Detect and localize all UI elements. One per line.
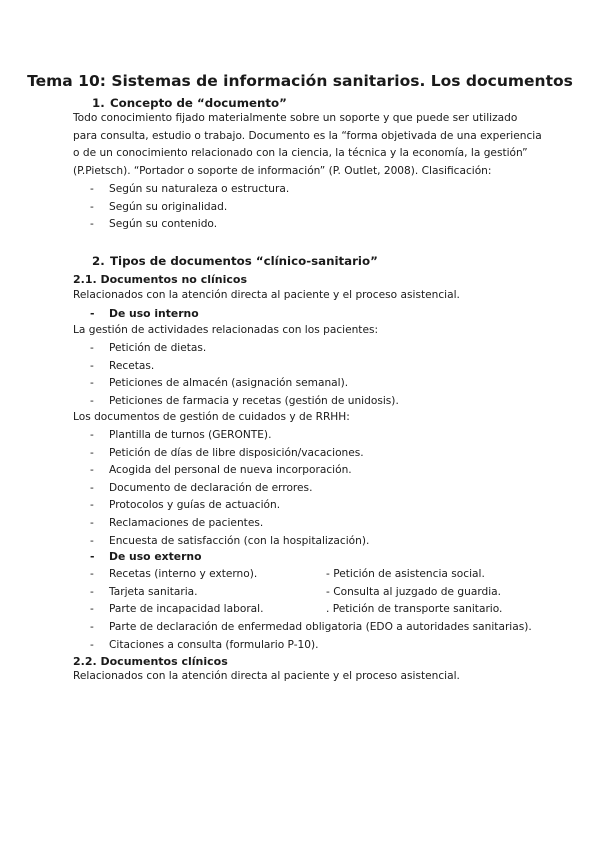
paragraph-line: (P.Pietsch). “Portador o soporte de información” (P. Outlet, 2008). Clasificación:: [73, 164, 492, 177]
section-2-number: 2.: [92, 254, 105, 268]
list-item: - Reclamaciones de pacientes.: [90, 515, 369, 533]
list-item: - Acogida del personal de nueva incorporación.: [90, 462, 369, 480]
classification-list: [90, 181, 289, 234]
list-item: - Petición de dietas.: [90, 340, 399, 358]
page-title: Tema 10: Sistemas de información sanitarios. Los documentos: [27, 72, 573, 90]
paragraph-line: para consulta, estudio o trabajo. Documento es la “forma objetivada de una experiencia: [73, 129, 542, 142]
uso-interno-heading: [90, 307, 199, 320]
list-item: - Recetas.: [90, 358, 399, 376]
section-2-title: Tipos de documentos “clínico-sanitario”: [110, 254, 378, 268]
subsection-2-2-intro: Relacionados con la atención directa al paciente y el proceso asistencial.: [73, 670, 460, 682]
list-item: - Según su originalidad.: [90, 199, 289, 217]
externo-list: [90, 619, 532, 654]
right-item: . Petición de transporte sanitario.: [326, 603, 503, 616]
left-item: Tarjeta sanitaria.: [109, 585, 198, 598]
subsection-2-1-heading: 2.1. Documentos no clínicos: [73, 273, 247, 286]
section-1-title: Concepto de “documento”: [110, 96, 287, 110]
section-1-heading: [92, 96, 287, 110]
two-column-row: - Parte de incapacidad laboral. . Petición de transporte sanitario.: [90, 601, 530, 619]
list-item: - Plantilla de turnos (GERONTE).: [90, 427, 369, 445]
list-item: - Parte de declaración de enfermedad obligatoria (EDO a autoridades sanitarias).: [90, 619, 532, 637]
subsection-2-2-heading: 2.2. Documentos clínicos: [73, 655, 228, 668]
paragraph-line: Todo conocimiento fijado materialmente sobre un soporte y que puede ser utilizado: [73, 112, 518, 124]
cuidados-list: [90, 427, 369, 550]
list-item: - Petición de días de libre disposición/vacaciones.: [90, 445, 369, 463]
subsection-2-1-intro: Relacionados con la atención directa al paciente y el proceso asistencial.: [73, 289, 460, 301]
list-item: - Citaciones a consulta (formulario P-10).: [90, 637, 532, 655]
right-item: - Consulta al juzgado de guardia.: [326, 585, 502, 598]
list-item: - Peticiones de almacén (asignación semanal).: [90, 375, 399, 393]
uso-externo-marker: -: [90, 550, 95, 563]
uso-interno-title: De uso interno: [109, 307, 199, 320]
left-item: Recetas (interno y externo).: [109, 568, 258, 580]
list-item: - Según su contenido.: [90, 216, 289, 234]
gestion-intro: La gestión de actividades relacionadas con los pacientes:: [73, 324, 379, 336]
list-item: - Documento de declaración de errores.: [90, 480, 369, 498]
list-item: - Protocolos y guías de actuación.: [90, 497, 369, 515]
two-column-row: - Tarjeta sanitaria. - Consulta al juzgado de guardia.: [90, 584, 530, 602]
left-item: Parte de incapacidad laboral.: [109, 603, 264, 616]
externo-two-column-list: [90, 566, 530, 619]
cuidados-intro: Los documentos de gestión de cuidados y de RRHH:: [73, 411, 350, 423]
list-item: - Peticiones de farmacia y recetas (gestión de unidosis).: [90, 393, 399, 411]
uso-interno-marker: -: [90, 307, 95, 320]
gestion-list: [90, 340, 399, 410]
uso-externo-title: De uso externo: [109, 550, 202, 563]
paragraph-line: o de un conocimiento relacionado con la ciencia, la técnica y la economía, la gestión”: [73, 147, 528, 160]
uso-externo-heading: [90, 550, 202, 563]
list-item: - Encuesta de satisfacción (con la hospitalización).: [90, 533, 369, 551]
list-item: - Según su naturaleza o estructura.: [90, 181, 289, 199]
section-1-number: 1.: [92, 96, 105, 110]
right-item: - Petición de asistencia social.: [326, 568, 485, 580]
two-column-row: - Recetas (interno y externo). - Petición de asistencia social.: [90, 566, 530, 584]
section-1-paragraph: [73, 110, 543, 180]
section-2-heading: [92, 254, 378, 268]
